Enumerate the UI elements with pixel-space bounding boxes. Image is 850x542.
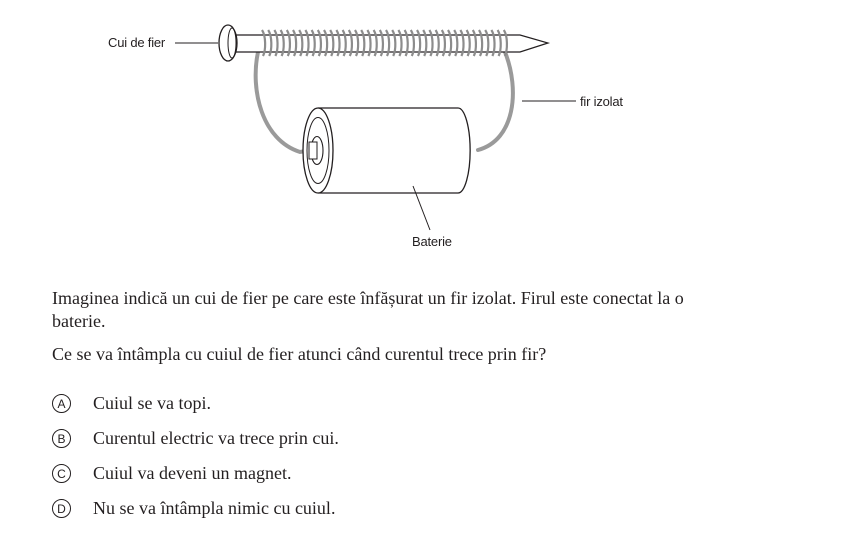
option-c-text: Cuiul va deveni un magnet. <box>93 463 292 483</box>
option-d[interactable] <box>52 497 336 532</box>
option-b[interactable] <box>52 427 339 462</box>
question-prompt: Ce se va întâmpla cu cuiul de fier atunci când curentul trece prin fir? <box>52 344 547 364</box>
option-b-circle-icon[interactable]: B <box>52 429 71 448</box>
option-d-circle-icon[interactable]: D <box>52 499 71 518</box>
option-c-circle-icon[interactable]: C <box>52 464 71 483</box>
question-stem: Imaginea indică un cui de fier pe care este înfășurat un fir izolat. Firul este conectat la o baterie. <box>52 288 684 331</box>
option-c[interactable] <box>52 462 292 497</box>
option-b-text: Curentul electric va trece prin cui. <box>93 428 339 448</box>
battery-drawing <box>303 108 470 193</box>
option-a-text: Cuiul se va topi. <box>93 393 211 413</box>
option-a-circle-icon[interactable]: A <box>52 394 71 413</box>
label-iron-nail: Cui de fier <box>108 35 166 50</box>
option-a[interactable] <box>52 392 211 427</box>
answer-options <box>52 392 339 532</box>
iron-nail <box>219 25 548 61</box>
label-battery: Baterie <box>412 234 452 249</box>
wire-right <box>478 52 513 150</box>
electromagnet-figure <box>0 0 850 260</box>
option-d-text: Nu se va întâmpla nimic cu cuiul. <box>93 498 336 518</box>
label-insulated-wire: fir izolat <box>580 94 623 109</box>
